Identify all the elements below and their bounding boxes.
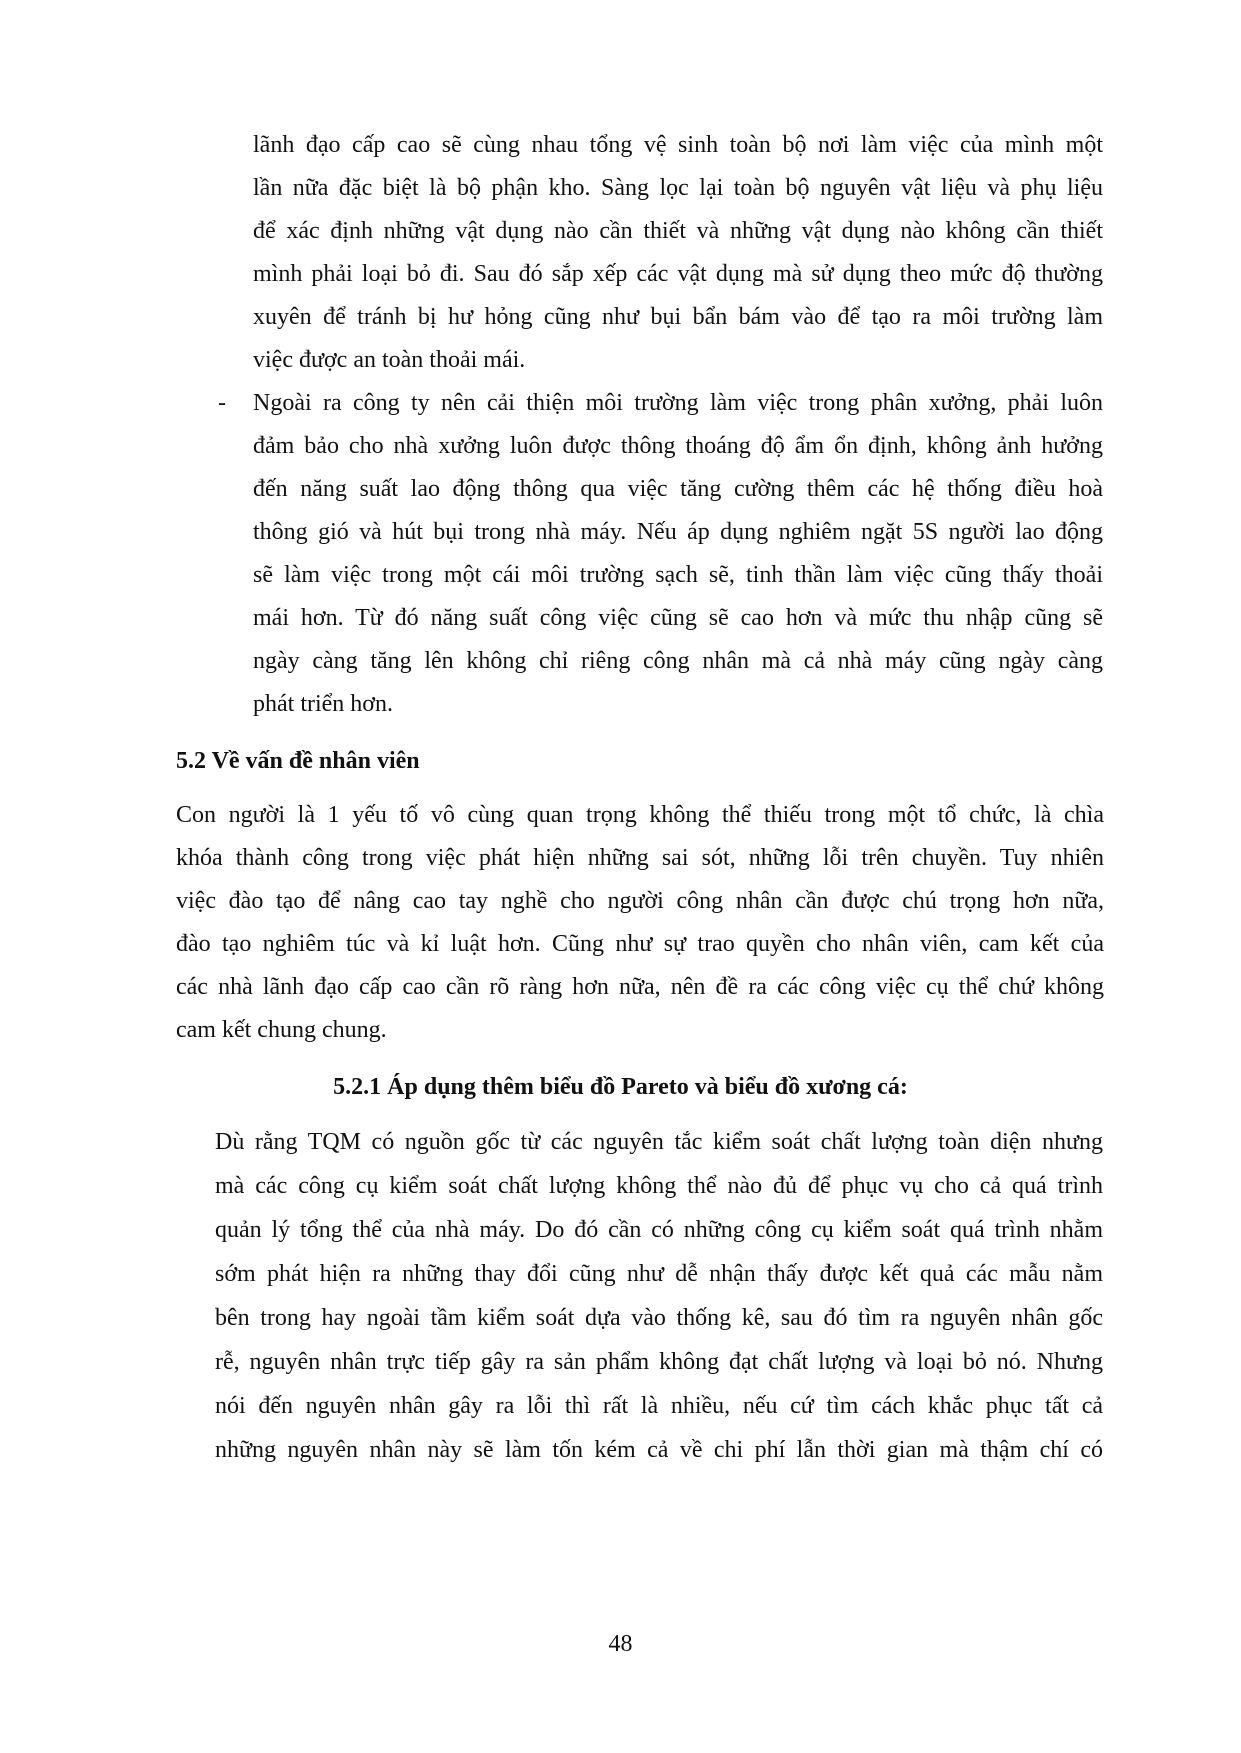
paragraph-line: mà các công cụ kiểm soát chất lượng không thể nào đủ để phục vụ cho cả quá trình <box>215 1173 1103 1199</box>
bullet-line: Ngoài ra công ty nên cải thiện môi trường làm việc trong phân xưởng, phải luôn <box>253 390 1103 416</box>
subsection-heading: 5.2.1 Áp dụng thêm biểu đồ Pareto và biểu đồ xương cá: <box>333 1074 908 1100</box>
paragraph-line: mình phải loại bỏ đi. Sau đó sắp xếp các vật dụng mà sử dụng theo mức độ thường <box>253 261 1103 287</box>
paragraph-line: khóa thành công trong việc phát hiện những sai sót, những lỗi trên chuyền. Tuy nhiên <box>176 845 1104 871</box>
paragraph-line: đào tạo nghiêm túc và kỉ luật hơn. Cũng như sự trao quyền cho nhân viên, cam kết của <box>176 931 1104 957</box>
paragraph-line: Dù rằng TQM có nguồn gốc từ các nguyên tắc kiểm soát chất lượng toàn diện nhưng <box>215 1129 1103 1155</box>
paragraph-line: bên trong hay ngoài tầm kiểm soát dựa vào thống kê, sau đó tìm ra nguyên nhân gốc <box>215 1305 1103 1331</box>
paragraph-line: quản lý tổng thể của nhà máy. Do đó cần có những công cụ kiểm soát quá trình nhằm <box>215 1217 1103 1243</box>
bullet-line: ngày càng tăng lên không chỉ riêng công nhân mà cả nhà máy cũng ngày càng <box>253 648 1103 674</box>
paragraph-line: việc được an toàn thoải mái. <box>253 347 526 373</box>
bullet-line: thông gió và hút bụi trong nhà máy. Nếu áp dụng nghiêm ngặt 5S người lao động <box>253 519 1103 545</box>
paragraph-line: nói đến nguyên nhân gây ra lỗi thì rất là nhiều, nếu cứ tìm cách khắc phục tất cả <box>215 1393 1103 1419</box>
paragraph-line: cam kết chung chung. <box>176 1017 387 1043</box>
paragraph-line: để xác định những vật dụng nào cần thiết và những vật dụng nào không cần thiết <box>253 218 1103 244</box>
paragraph-line: lãnh đạo cấp cao sẽ cùng nhau tổng vệ sinh toàn bộ nơi làm việc của mình một <box>253 132 1103 158</box>
bullet-line: sẽ làm việc trong một cái môi trường sạch sẽ, tinh thần làm việc cũng thấy thoải <box>253 562 1103 588</box>
paragraph-line: sớm phát hiện ra những thay đổi cũng như dễ nhận thấy được kết quả các mẫu nằm <box>215 1261 1103 1287</box>
paragraph-line: xuyên để tránh bị hư hỏng cũng như bụi bẩn bám vào để tạo ra môi trường làm <box>253 304 1103 330</box>
section-heading: 5.2 Về vấn đề nhân viên <box>176 748 420 774</box>
page-number: 48 <box>608 1631 633 1657</box>
paragraph-line: lần nữa đặc biệt là bộ phận kho. Sàng lọc lại toàn bộ nguyên vật liệu và phụ liệu <box>253 175 1103 201</box>
paragraph-line: các nhà lãnh đạo cấp cao cần rõ ràng hơn nữa, nên đề ra các công việc cụ thể chứ không <box>176 974 1104 1000</box>
paragraph-line: rễ, nguyên nhân trực tiếp gây ra sản phẩm không đạt chất lượng và loại bỏ nó. Nhưng <box>215 1349 1103 1375</box>
paragraph-line: Con người là 1 yếu tố vô cùng quan trọng không thể thiếu trong một tổ chức, là chìa <box>176 802 1104 828</box>
paragraph-line: những nguyên nhân này sẽ làm tốn kém cả về chi phí lẫn thời gian mà thậm chí có <box>215 1437 1103 1463</box>
bullet-line: mái hơn. Từ đó năng suất công việc cũng sẽ cao hơn và mức thu nhập cũng sẽ <box>253 605 1103 631</box>
bullet-line: đảm bảo cho nhà xưởng luôn được thông thoáng độ ẩm ổn định, không ảnh hưởng <box>253 433 1103 459</box>
bullet-line: phát triển hơn. <box>253 691 393 717</box>
paragraph-line: việc đào tạo để nâng cao tay nghề cho người công nhân cần được chú trọng hơn nữa, <box>176 888 1104 914</box>
bullet-marker: - <box>218 390 226 416</box>
bullet-line: đến năng suất lao động thông qua việc tăng cường thêm các hệ thống điều hoà <box>253 476 1103 502</box>
